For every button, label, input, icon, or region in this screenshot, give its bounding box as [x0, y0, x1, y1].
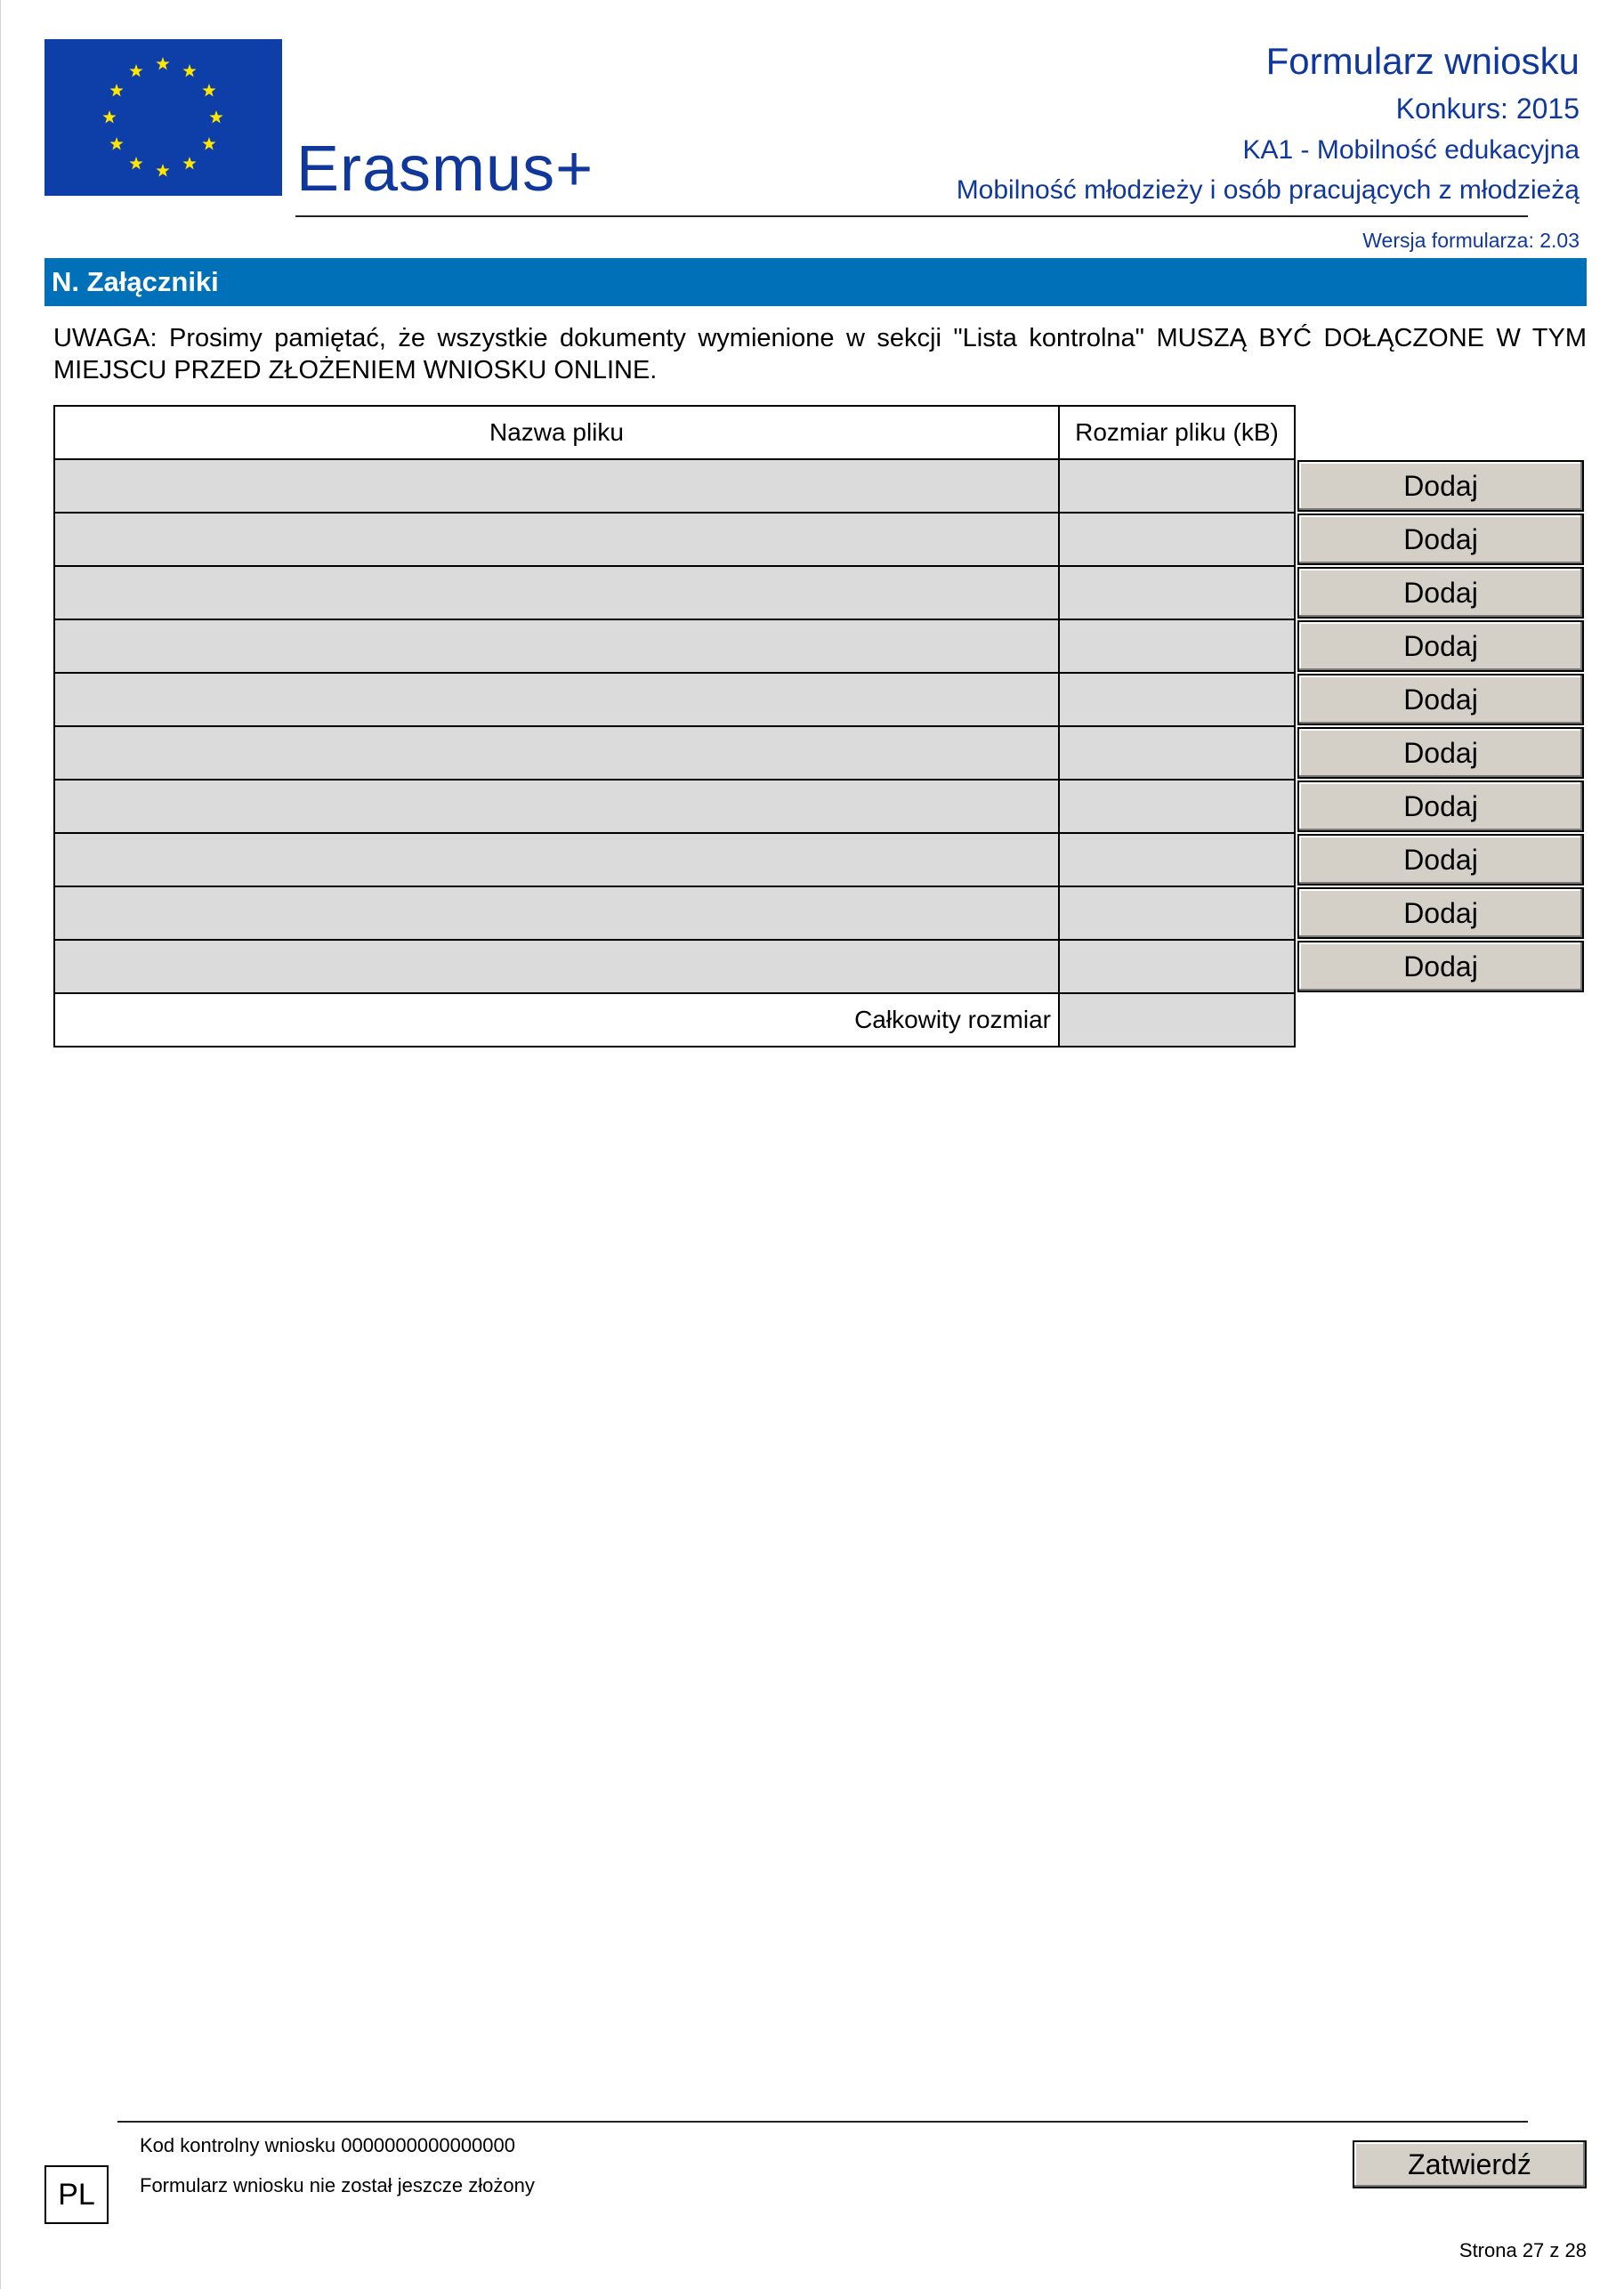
form-version: Wersja formularza: 2.03	[1362, 229, 1580, 252]
total-row	[54, 993, 1585, 1047]
add-attachment-button[interactable]: Dodaj	[1297, 620, 1584, 672]
table-row	[54, 940, 1585, 993]
column-header-blank	[1295, 406, 1585, 459]
file-name-field[interactable]	[54, 833, 1059, 886]
table-row	[54, 726, 1585, 780]
file-size-field	[1059, 886, 1295, 940]
field-name: Mobilność młodzieży i osób pracujących z młodzieżą	[956, 175, 1580, 205]
add-attachment-button[interactable]: Dodaj	[1297, 567, 1584, 619]
add-attachment-button[interactable]: Dodaj	[1297, 781, 1584, 832]
file-name-field[interactable]	[54, 940, 1059, 993]
form-header	[957, 36, 1580, 210]
file-name-field[interactable]	[54, 673, 1059, 726]
footer-divider	[117, 2121, 1528, 2123]
table-row	[54, 886, 1585, 940]
table-row	[54, 566, 1585, 619]
column-header-file-name: Nazwa pliku	[54, 406, 1059, 459]
notice-text: UWAGA: Prosimy pamiętać, że wszystkie dokumenty wymienione w sekcji "Lista kontrolna" MUSZĄ BYĆ DOŁĄCZONE W TYM MIEJSCU PRZED ZŁOŻENIEM WNIOSKU ONLINE.	[53, 324, 1587, 384]
total-size-label: Całkowity rozmiar	[54, 993, 1059, 1047]
file-name-field[interactable]	[54, 619, 1059, 673]
add-attachment-button[interactable]: Dodaj	[1297, 887, 1584, 939]
add-button-cell	[1295, 673, 1585, 726]
file-size-field	[1059, 833, 1295, 886]
add-button-cell	[1295, 619, 1585, 673]
file-size-field	[1059, 726, 1295, 780]
add-button-cell	[1295, 833, 1585, 886]
control-code: Kod kontrolny wniosku 0000000000000000	[140, 2134, 515, 2156]
file-size-field	[1059, 673, 1295, 726]
submission-status: Formularz wniosku nie został jeszcze złożony	[140, 2174, 535, 2196]
table-row	[54, 673, 1585, 726]
page-number: Strona 27 z 28	[1458, 2239, 1587, 2261]
column-header-file-size: Rozmiar pliku (kB)	[1059, 406, 1295, 459]
form-title: Formularz wniosku	[1265, 40, 1580, 82]
file-size-field	[1059, 566, 1295, 619]
table-header-row	[54, 406, 1585, 459]
language-badge: PL	[44, 2165, 109, 2224]
file-name-field[interactable]	[54, 566, 1059, 619]
attachments-table	[53, 405, 1586, 1047]
submit-button[interactable]: Zatwierdź	[1353, 2140, 1587, 2188]
table-row	[54, 513, 1585, 566]
eu-stars-icon	[44, 39, 282, 196]
table-row	[54, 833, 1585, 886]
add-button-cell	[1295, 940, 1585, 993]
file-size-field	[1059, 459, 1295, 513]
erasmus-brand: Erasmus+	[296, 133, 594, 205]
file-name-field[interactable]	[54, 459, 1059, 513]
add-attachment-button[interactable]: Dodaj	[1297, 834, 1584, 886]
file-name-field[interactable]	[54, 726, 1059, 780]
add-attachment-button[interactable]: Dodaj	[1297, 674, 1584, 725]
page-edge	[0, 0, 1, 2289]
total-row-blank	[1295, 993, 1585, 1047]
total-size-field	[1059, 993, 1295, 1047]
add-button-cell	[1295, 566, 1585, 619]
section-title: N. Załączniki	[44, 258, 1587, 306]
file-name-field[interactable]	[54, 886, 1059, 940]
add-attachment-button[interactable]: Dodaj	[1297, 941, 1584, 992]
table-row	[54, 459, 1585, 513]
add-attachment-button[interactable]: Dodaj	[1297, 727, 1584, 779]
file-name-field[interactable]	[54, 780, 1059, 833]
add-button-cell	[1295, 726, 1585, 780]
header-divider	[295, 215, 1528, 217]
table-row	[54, 619, 1585, 673]
call-year: Konkurs: 2015	[1395, 93, 1580, 125]
add-button-cell	[1295, 513, 1585, 566]
file-size-field	[1059, 619, 1295, 673]
attachments-body	[54, 459, 1585, 993]
add-button-cell	[1295, 459, 1585, 513]
file-size-field	[1059, 780, 1295, 833]
add-button-cell	[1295, 780, 1585, 833]
add-button-cell	[1295, 886, 1585, 940]
table-row	[54, 780, 1585, 833]
file-size-field	[1059, 940, 1295, 993]
add-attachment-button[interactable]: Dodaj	[1297, 514, 1584, 565]
file-name-field[interactable]	[54, 513, 1059, 566]
key-action: KA1 - Mobilność edukacyjna	[1242, 135, 1580, 165]
add-attachment-button[interactable]: Dodaj	[1297, 460, 1584, 512]
file-size-field	[1059, 513, 1295, 566]
eu-flag-logo	[44, 39, 282, 196]
